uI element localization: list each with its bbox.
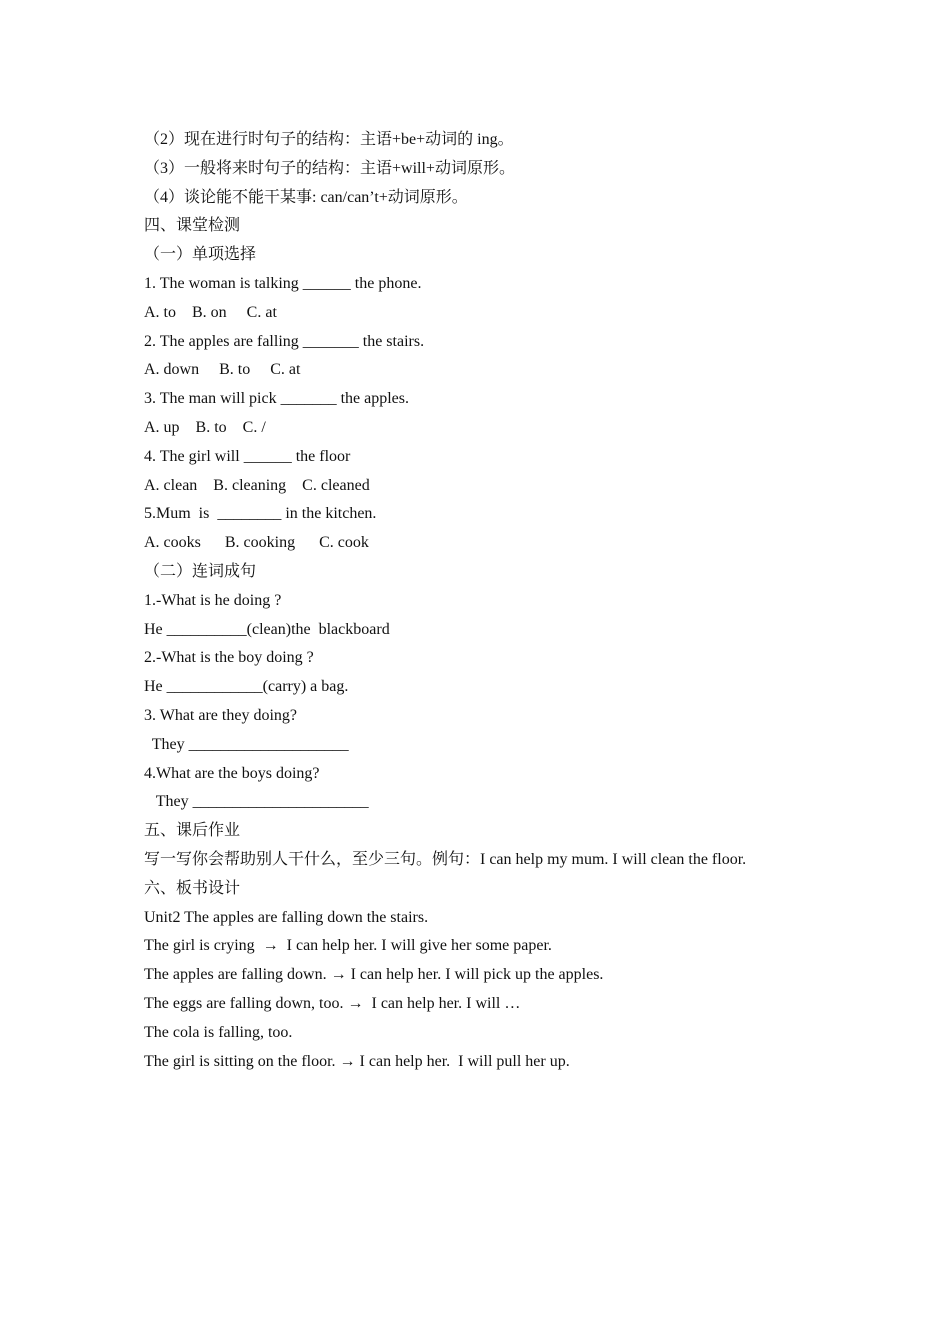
sentence-3-question: 3. What are they doing? (144, 706, 297, 724)
question-4: 4. The girl will ______ the floor (144, 447, 351, 465)
question-4-options: A. clean B. cleaning C. cleaned (144, 476, 370, 494)
question-3: 3. The man will pick _______ the apples. (144, 390, 409, 408)
lesson-plan-body (144, 126, 824, 1076)
structure-can-cant: （4）谈论能不能干某事: can/can’t+动词原形。 (144, 188, 468, 206)
question-3-options: A. up B. to C. / (144, 418, 266, 436)
structure-present-continuous: （2）现在进行时句子的结构：主语+be+动词的 ing。 (144, 131, 514, 148)
section-heading-homework: 五、课后作业 (144, 822, 241, 840)
subheading-multiple-choice: （一）单项选择 (144, 246, 257, 264)
section-heading-board-design: 六、板书设计 (144, 879, 241, 897)
board-line-4: The cola is falling, too. (144, 1023, 293, 1041)
board-line-5: The girl is sitting on the floor. → I can help her. I will pull her up. (144, 1052, 570, 1070)
board-line-2: The apples are falling down. → I can help her. I will pick up the apples. (144, 966, 604, 984)
homework-instruction: 写一写你会帮助别人干什么，至少三句。例句：I can help my mum. I will clean the floor. (144, 850, 747, 868)
sentence-2-question: 2.-What is the boy doing ? (144, 649, 314, 667)
sentence-1-question: 1.-What is he doing ? (144, 591, 282, 609)
sentence-3-answer: They ____________________ (144, 735, 349, 753)
sentence-4-answer: They ______________________ (144, 793, 369, 811)
sentence-4-question: 4.What are the boys doing? (144, 764, 320, 782)
subheading-sentence-building: （二）连词成句 (144, 562, 257, 580)
sentence-1-answer: He __________(clean)the blackboard (144, 620, 390, 638)
board-line-3: The eggs are falling down, too. → I can help her. I will … (144, 994, 521, 1012)
question-2: 2. The apples are falling _______ the stairs. (144, 332, 425, 350)
question-5: 5.Mum is ________ in the kitchen. (144, 505, 377, 523)
question-2-options: A. down B. to C. at (144, 361, 301, 379)
question-1-options: A. to B. on C. at (144, 303, 277, 321)
board-line-1: The girl is crying → I can help her. I will give her some paper. (144, 937, 552, 955)
question-1: 1. The woman is talking ______ the phone. (144, 274, 422, 292)
sentence-2-answer: He ____________(carry) a bag. (144, 678, 349, 696)
question-5-options: A. cooks B. cooking C. cook (144, 534, 369, 552)
board-title: Unit2 The apples are falling down the stairs. (144, 908, 429, 926)
section-heading-classroom-test: 四、课堂检测 (144, 217, 241, 235)
structure-future-will: （3）一般将来时句子的结构：主语+will+动词原形。 (144, 159, 515, 177)
